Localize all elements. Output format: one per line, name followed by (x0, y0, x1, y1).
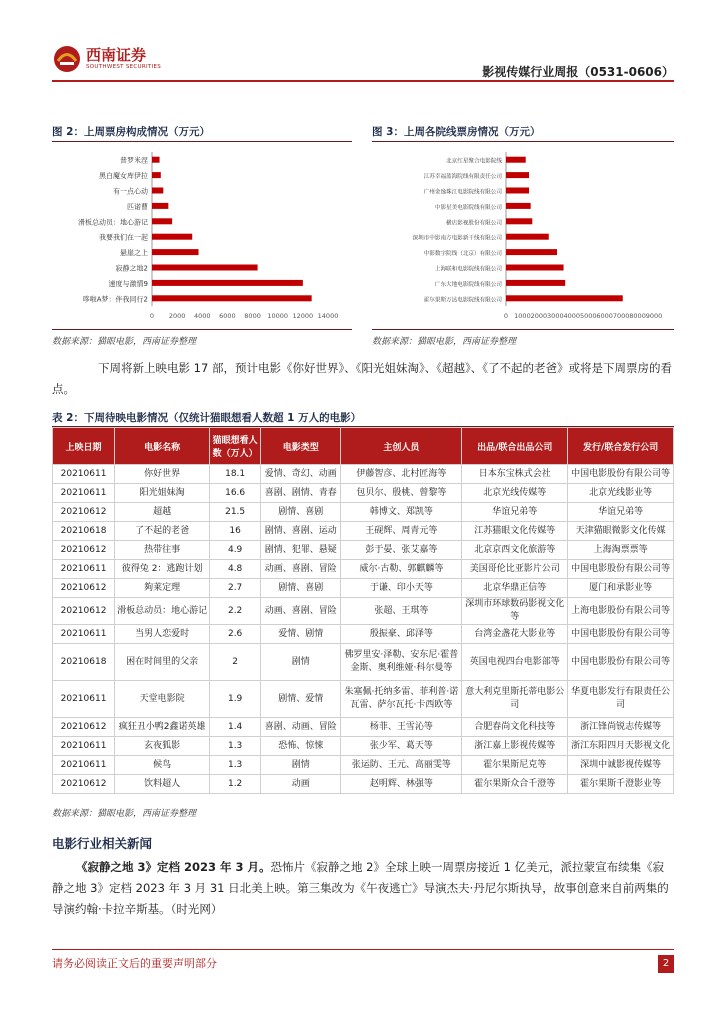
table-row (53, 560, 674, 579)
news-headline: 《寂静之地 3》定档 2023 年 3 月。 (76, 860, 271, 874)
page-number: 2 (658, 955, 674, 973)
table-cell: 剧情 (261, 644, 341, 681)
table-cell: 张少军、葛天等 (341, 737, 462, 756)
table-cell: 华夏电影发行有限责任公司 (568, 681, 674, 718)
figure3-category-label: 上海联和电影院线有限公司 (434, 266, 502, 273)
col-header: 猫眼想看人数（万人） (210, 428, 261, 465)
table-row (53, 598, 674, 625)
table-row (53, 644, 674, 681)
table-cell: 爱情、奇幻、动画 (261, 465, 341, 484)
table-cell: 英国电视四台电影部等 (462, 644, 568, 681)
figure2-tick-label: 2000 (168, 312, 186, 320)
table-cell: 北京光线影业等 (568, 484, 674, 503)
figure3-bar (506, 234, 549, 240)
table-cell: 天堂电影院 (115, 681, 210, 718)
table-cell: 王砚辉、周青元等 (341, 522, 462, 541)
table-cell: 20210612 (53, 579, 115, 598)
table-cell: 华谊兄弟等 (462, 503, 568, 522)
figure2-tick-label: 6000 (219, 312, 236, 320)
table-row (53, 775, 674, 794)
figure3-title: 图 3：上周各院线票房情况（万元） (372, 126, 541, 138)
figure3-category-label: 霍尔果斯万达电影院线有限公司 (423, 297, 502, 304)
table-row (53, 718, 674, 737)
table-cell: 剧情、喜剧、运动 (261, 522, 341, 541)
figure3-bar (506, 280, 565, 286)
figure3-category-label: 中影数字院线（北京）有限公司 (423, 251, 502, 258)
logo (52, 42, 182, 76)
table-cell: 台湾金盏花大影业等 (462, 625, 568, 644)
figure3-tick-label: 1000 (514, 312, 531, 320)
figure3-tick-label: 7000 (612, 312, 630, 320)
table-cell: 1.4 (210, 718, 261, 737)
figure3-category-label: 横店影视股份有限公司 (446, 220, 502, 227)
table-cell: 彭于晏、张艾嘉等 (341, 541, 462, 560)
table-cell: 合肥春尚文化科技等 (462, 718, 568, 737)
figure2-tick-label: 14000 (317, 312, 339, 320)
table-row (53, 484, 674, 503)
table-cell: 当男人恋爱时 (115, 625, 210, 644)
figure3-tick-label: 6000 (596, 312, 613, 320)
table-cell: 日本东宝株式会社 (462, 465, 568, 484)
figure2-bar (152, 234, 192, 240)
figure2-category-label: 速度与激情9 (108, 279, 148, 288)
table-cell: 滑板总动员：地心游记 (115, 598, 210, 625)
table-cell: 喜剧、动画、冒险 (261, 718, 341, 737)
report-title: 影视传媒行业周报（0531-0606） (482, 65, 674, 79)
figure2-chart (52, 146, 352, 324)
figure3-bar (506, 157, 526, 163)
table-cell: 殷振豪、邱泽等 (341, 625, 462, 644)
table-cell: 20210612 (53, 775, 115, 794)
table-cell: 1.3 (210, 756, 261, 775)
figure3-bar (506, 203, 531, 209)
table-cell: 上海电影股份有限公司等 (568, 598, 674, 625)
table-cell: 你好世界 (115, 465, 210, 484)
table-row (53, 681, 674, 718)
table-cell: 20210611 (53, 625, 115, 644)
table-cell: 张运防、王元、高丽雯等 (341, 756, 462, 775)
table-cell: 中国电影股份有限公司等 (568, 644, 674, 681)
table-cell: 赵明辉、林强等 (341, 775, 462, 794)
table-cell: 1.9 (210, 681, 261, 718)
figure3-bar (506, 172, 529, 178)
table-cell: 浙江嘉上影视传媒等 (462, 737, 568, 756)
figure2-category-label: 悬崖之上 (120, 249, 148, 258)
table-row (53, 579, 674, 598)
table-cell: 中国电影股份有限公司等 (568, 465, 674, 484)
figure2-tick-label: 12000 (292, 312, 314, 320)
table-cell: 张超、王琪等 (341, 598, 462, 625)
table-row (53, 465, 674, 484)
table-row (53, 503, 674, 522)
table-cell: 20210612 (53, 541, 115, 560)
table-header-row (53, 428, 674, 465)
table-cell: 20210612 (53, 718, 115, 737)
table-cell: 杨菲、王雪沁等 (341, 718, 462, 737)
table-cell: 剧情、爱情 (261, 681, 341, 718)
table-cell: 4.9 (210, 541, 261, 560)
col-header: 出品/联合出品公司 (462, 428, 568, 465)
figure2-bar (152, 295, 312, 301)
table-row (53, 541, 674, 560)
col-header: 电影名称 (115, 428, 210, 465)
table-cell: 动画、喜剧、冒险 (261, 560, 341, 579)
table-cell: 候鸟 (115, 756, 210, 775)
figure3-bottom-rule (372, 329, 674, 330)
table-cell: 20210611 (53, 756, 115, 775)
figure3-category-label: 江苏幸福蓝海院线有限责任公司 (423, 174, 502, 181)
figure3-bar (506, 265, 564, 271)
figure3-tick-label: 4000 (563, 312, 581, 320)
logo-english: SOUTHWEST SECURITIES (86, 64, 162, 70)
table-cell: 韩博文、郑凯等 (341, 503, 462, 522)
footer-disclaimer: 请务必阅读正文后的重要声明部分 (52, 957, 217, 970)
figure2-category-label: 哆啦A梦：伴我同行2 (82, 295, 148, 304)
upcoming-movies-table (52, 427, 674, 794)
table-cell: 困在时间里的父亲 (115, 644, 210, 681)
table-cell: 北京华鼎正信等 (462, 579, 568, 598)
figure3-tick-label: 5000 (579, 312, 597, 320)
table-cell: 霍尔果斯众合千澄等 (462, 775, 568, 794)
table-cell: 2 (210, 644, 261, 681)
figure3-category-label: 广东大地电影院线有限公司 (434, 281, 502, 288)
figure3-category-label: 广州金逸珠江电影院线有限公司 (423, 189, 502, 196)
table-cell: 20210612 (53, 598, 115, 625)
footer-divider (52, 949, 674, 950)
table-row (53, 737, 674, 756)
figure2-tick-label: 0 (149, 312, 155, 320)
figure2-bar (152, 280, 303, 286)
figure3-tick-label: 8000 (629, 312, 646, 320)
table-cell: 2.2 (210, 598, 261, 625)
table-cell: 上海淘票票等 (568, 541, 674, 560)
figure3-bar (506, 249, 557, 255)
figure2-category-label: 有一点心动 (113, 187, 148, 196)
table-cell: 1.3 (210, 737, 261, 756)
table-cell: 江苏猫眼文化传媒等 (462, 522, 568, 541)
header-divider (52, 80, 674, 82)
table-cell: 剧情 (261, 756, 341, 775)
figure2-category-label: 寂静之地2 (115, 264, 148, 273)
figure2-source: 数据来源：猫眼电影，西南证券整理 (52, 337, 197, 347)
table-cell: 动画 (261, 775, 341, 794)
news-body: 恐怖片《寂静之地 2》全球上映一周票房接近 1 亿美元，派拉蒙宣布续集《寂静之地 3》定档 2023 年 3 月 31 日北美上映。第三集改为《午夜逃亡》导演杰夫·丹尼尔斯执导，故事创意来自前两集的导演约翰·卡拉辛斯基。（时光网） (52, 860, 669, 916)
figure2-rule (52, 141, 352, 142)
figure3-bar (506, 188, 529, 194)
table-cell: 中国电影股份有限公司等 (568, 560, 674, 579)
table-cell: 深圳中诚影视传媒等 (568, 756, 674, 775)
figure2-title: 图 2：上周票房构成情况（万元） (52, 126, 210, 138)
table-cell: 疯狂丑小鸭2鑫诺英雄 (115, 718, 210, 737)
table-cell: 剧情、犯罪、悬疑 (261, 541, 341, 560)
table-cell: 20210611 (53, 560, 115, 579)
table-cell: 深圳市环球数码影视文化等 (462, 598, 568, 625)
figure2-tick-label: 4000 (194, 312, 211, 320)
figure2-tick-label: 8000 (244, 312, 261, 320)
figure2-category-label: 匹诺曹 (127, 202, 148, 211)
table-cell: 华谊兄弟等 (568, 503, 674, 522)
news-section-title: 电影行业相关新闻 (52, 836, 153, 851)
table-cell: 4.8 (210, 560, 261, 579)
table-cell: 了不起的老爸 (115, 522, 210, 541)
table-cell: 2.7 (210, 579, 261, 598)
figure2-category-label: 我要我们在一起 (99, 233, 148, 242)
figure2-bottom-rule (52, 329, 352, 330)
figure2-category-label: 普罗米涅 (120, 156, 148, 165)
table-cell: 美国哥伦比亚影片公司 (462, 560, 568, 579)
table-cell: 厦门和承影业等 (568, 579, 674, 598)
table-cell: 北京京西文化旅游等 (462, 541, 568, 560)
figure2-bar (152, 249, 199, 255)
table-cell: 16.6 (210, 484, 261, 503)
table-cell: 夠莱定理 (115, 579, 210, 598)
table-cell: 浙江东阳四月天影视文化 (568, 737, 674, 756)
figure2-bar (152, 188, 163, 194)
table-cell: 彼得兔 2：逃跑计划 (115, 560, 210, 579)
table-cell: 剧情、喜剧 (261, 503, 341, 522)
table-cell: 饮料超人 (115, 775, 210, 794)
figure3-category-label: 深圳市中影南方电影新干线有限公司 (412, 235, 502, 242)
col-header: 主创人员 (341, 428, 462, 465)
logo-chinese: 西南证券 (86, 46, 147, 64)
table-cell: 北京光线传媒等 (462, 484, 568, 503)
figure3-bar (506, 218, 532, 224)
table-cell: 朱塞佩·托纳多雷、菲利普·诺瓦雷、萨尔瓦托·卡西欧等 (341, 681, 462, 718)
table-cell: 佛罗里安·泽勒、安东尼·霍普金斯、奥利维娅·科尔曼等 (341, 644, 462, 681)
table-cell: 霍尔果斯千澄影业等 (568, 775, 674, 794)
table-cell: 霍尔果斯尼克等 (462, 756, 568, 775)
table-title: 表 2：下周待映电影情况（仅统计猫眼想看人数超 1 万人的电影） (52, 412, 362, 424)
figure3-bar (506, 295, 623, 301)
table-row (53, 625, 674, 644)
figure2-bar (152, 218, 172, 224)
figure2-bar (152, 203, 168, 209)
table-source: 数据来源：猫眼电影，西南证券整理 (52, 809, 197, 819)
table-cell: 21.5 (210, 503, 261, 522)
table-cell: 于谦、印小天等 (341, 579, 462, 598)
intro-paragraph: 下周将新上映电影 17 部，预计电影《你好世界》、《阳光姐妹淘》、《超越》、《了不起的老爸》或将是下周票房的看点。 (52, 361, 672, 396)
table-cell: 20210618 (53, 644, 115, 681)
table-cell: 剧情、喜剧 (261, 579, 341, 598)
table-cell: 20210612 (53, 503, 115, 522)
figure2-bar (152, 172, 161, 178)
figure2-tick-label: 10000 (267, 312, 289, 320)
table-cell: 20210611 (53, 465, 115, 484)
table-cell: 2.6 (210, 625, 261, 644)
figure3-tick-label: 3000 (547, 312, 564, 320)
figure2-category-label: 黑白魔女库伊拉 (99, 172, 148, 181)
table-cell: 16 (210, 522, 261, 541)
table-cell: 20210611 (53, 484, 115, 503)
table-cell: 包贝尔、殷桃、曾黎等 (341, 484, 462, 503)
table-cell: 中国电影股份有限公司等 (568, 625, 674, 644)
table-cell: 动画、喜剧、冒险 (261, 598, 341, 625)
table-cell: 20210611 (53, 737, 115, 756)
figure3-rule (372, 141, 674, 142)
logo-emblem-icon (52, 44, 82, 74)
figure3-tick-label: 2000 (530, 312, 548, 320)
figure2-bar (152, 157, 160, 163)
table-cell: 恐怖、惊悚 (261, 737, 341, 756)
col-header: 电影类型 (261, 428, 341, 465)
table-cell: 阳光姐妹淘 (115, 484, 210, 503)
figure3-category-label: 北京红星聚合电影院线 (446, 158, 502, 165)
table-cell: 威尔·古勒、郭麒麟等 (341, 560, 462, 579)
table-cell: 意大利克里斯托蒂电影公司 (462, 681, 568, 718)
table-cell: 热带往事 (115, 541, 210, 560)
table-cell: 超越 (115, 503, 210, 522)
table-cell: 天津猫眼微影文化传媒 (568, 522, 674, 541)
table-cell: 伊藤智彦、北村匠海等 (341, 465, 462, 484)
figure3-tick-label: 0 (503, 312, 509, 320)
table-cell: 1.2 (210, 775, 261, 794)
figure3-tick-label: 9000 (645, 312, 663, 320)
figure3-source: 数据来源：猫眼电影，西南证券整理 (372, 337, 517, 347)
table-cell: 20210618 (53, 522, 115, 541)
table-cell: 喜剧、剧情、青春 (261, 484, 341, 503)
table-cell: 18.1 (210, 465, 261, 484)
table-row (53, 756, 674, 775)
figure3-category-label: 中影星美电影院线有限公司 (434, 204, 502, 211)
table-cell: 爱情、剧情 (261, 625, 341, 644)
figure2-bar (152, 265, 258, 271)
figure3-chart (372, 146, 674, 324)
table-row (53, 522, 674, 541)
table-cell: 浙江锋尚锐志传媒等 (568, 718, 674, 737)
table-cell: 20210611 (53, 681, 115, 718)
table-cell: 玄夜狐影 (115, 737, 210, 756)
figure2-category-label: 滑板总动员：地心游记 (78, 218, 148, 227)
col-header: 上映日期 (53, 428, 115, 465)
news-paragraph (52, 857, 674, 920)
col-header: 发行/联合发行公司 (568, 428, 674, 465)
